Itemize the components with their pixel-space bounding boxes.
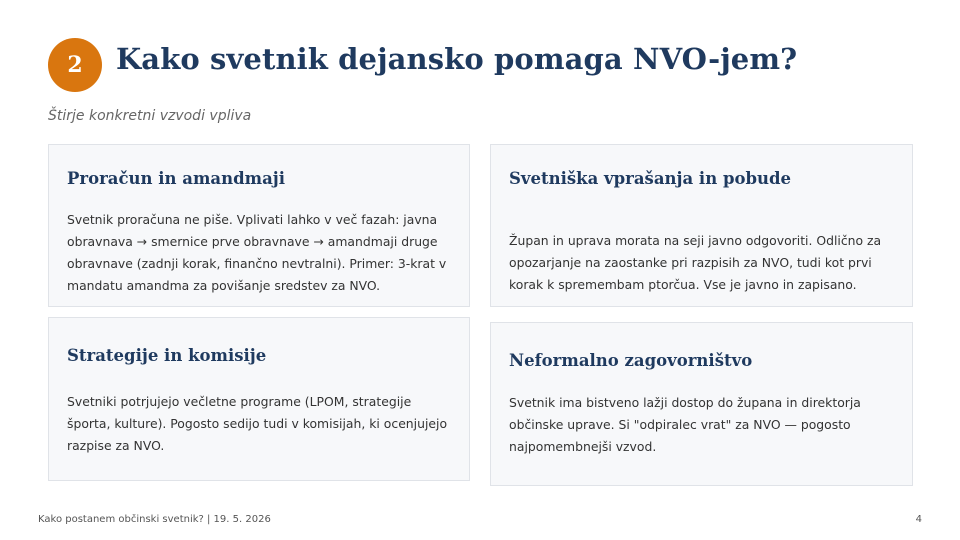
page-number: 4 <box>915 514 922 525</box>
card-title: Proračun in amandmaji <box>67 169 286 188</box>
slide-subtitle: Štirje konkretni vzvodi vpliva <box>48 108 252 124</box>
card-body: Župan in uprava morata na seji javno odgovoriti. Odlično za opozarjanje na zaostanke pri razpisih za NVO, tudi kot prvi korak k spremembam ptorčua. Vse je javno in zapisano. <box>509 233 882 292</box>
footer-text: Kako postanem občinski svetnik? | 19. 5. 2026 <box>38 514 271 525</box>
slide-number-badge: 2 <box>48 38 102 92</box>
card-budget-amendments <box>48 144 470 307</box>
card-title: Svetniška vprašanja in pobude <box>509 169 792 188</box>
card-strategies-commissions <box>48 317 470 481</box>
card-title: Strategije in komisije <box>67 346 267 365</box>
card-title: Neformalno zagovorništvo <box>509 351 753 370</box>
card-body: Svetnik ima bistveno lažji dostop do župana in direktorja občinske uprave. Si "odpiralec vrat" za NVO — pogosto najpomembnejši vzvod. <box>509 395 861 454</box>
slide-title: Kako svetnik dejansko pomaga NVO-jem? <box>116 42 798 76</box>
card-questions-initiatives <box>490 144 913 307</box>
card-body: Svetniki potrjujejo večletne programe (LPOM, strategije športa, kulture). Pogosto sedijo tudi v komisijah, ki ocenjujejo razpise za NVO. <box>67 394 448 453</box>
card-informal-advocacy <box>490 322 913 486</box>
card-body: Svetnik proračuna ne piše. Vplivati lahko v več fazah: javna obravnava → smernice prve obravnave → amandmaji druge obravnave (zadnji korak, finančno nevtralni). Primer: 3-krat v mandatu amandma za povišanje sredstev za NVO. <box>67 212 447 293</box>
